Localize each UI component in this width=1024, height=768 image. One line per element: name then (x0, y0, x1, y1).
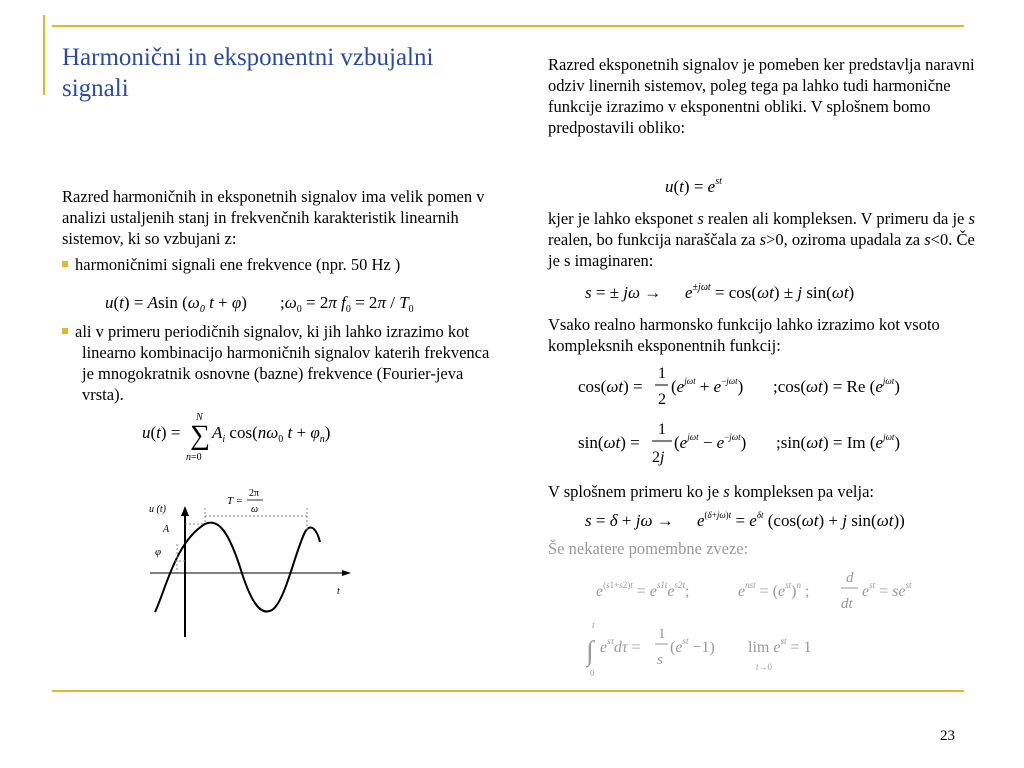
intro-paragraph: Razred harmoničnih in eksponetnih signalov ima velik pomen v analizi ustaljenih stanj in frekvenčnih karakteristik linearnih sistemov, ki so vzbujani z: (62, 187, 485, 248)
svg-text:2: 2 (658, 391, 666, 408)
left-rule (43, 15, 45, 95)
svg-text:N: N (196, 412, 203, 423)
svg-text:u(t) = est: $u(t) = e^{st}$ (665, 176, 722, 196)
slide-title: Harmonični in eksponentni vzbujalni signali (62, 44, 434, 102)
svg-text:enst = (est)n ;: $e^{nst} = (e^{st})^n$ ; (738, 580, 810, 600)
right-paragraph-2: kjer je lahko eksponet s realen ali kompleksen. V primeru da je s realen, bo funkcija naraščala za s>0, oziroma upadala za s<0. Če je s imaginaren: (548, 209, 975, 270)
svg-text:s = ± jω →: s = ± jω → (585, 283, 662, 302)
svg-text:s = δ + jω →: s = δ + jω → (585, 511, 674, 530)
svg-text:1: 1 (658, 421, 666, 438)
equation-relations-2-svg (586, 618, 846, 682)
svg-text:(est −1): $(e^{st} -1)$ (670, 636, 715, 656)
svg-text:∑: ∑ (190, 420, 210, 451)
svg-text:u(t) =: u(t) = (142, 423, 181, 442)
equation-exponential-svg (665, 172, 755, 200)
page-number: 23 (940, 728, 955, 744)
svg-text:n=0: n=0 (186, 452, 202, 463)
equation-sin (578, 418, 938, 477)
sine-wave-figure (145, 482, 355, 642)
svg-text:lim est = 1: $\lim e^{st} = 1$ (748, 636, 812, 656)
right-paragraph-3: Vsako realno harmonsko funkcijo lahko izrazimo kot vsoto kompleksnih eksponentnih funkcij: (548, 315, 940, 355)
svg-text:d: d (846, 570, 854, 586)
svg-text:dt: dt (841, 596, 853, 612)
equation-cos (578, 362, 938, 417)
svg-text:e(δ+jω)t = eδt (cos(ωt) + j si: $e^{(\delta+j\omega)t} = e^{\delta t}$ (cos(ωt) + j sin(ωt)) (697, 510, 905, 530)
svg-text:sin(ωt) =: sin(ωt) = (578, 433, 640, 452)
bottom-rule (52, 690, 964, 692)
svg-text:u(t) = Asin (ω0 t + φ): u(t) = Asin ($\omega_0$ t + φ) (105, 293, 247, 315)
x-axis-label: t (337, 586, 340, 597)
equation-relations-1 (596, 566, 936, 621)
left-column (62, 186, 492, 275)
top-rule (52, 25, 964, 27)
equation-cos-svg (578, 362, 938, 412)
svg-text:1: 1 (658, 365, 666, 382)
svg-text:∫: ∫ (586, 636, 594, 667)
equation-sin-svg (578, 418, 938, 472)
y-axis-label: u (t) (149, 504, 166, 515)
svg-text:e(s1+s2)t = es1tes2t;: $e^{(s1+s2)t} = e^{s1t}e^{s2t}$; (596, 580, 690, 600)
bullet-harmonic (62, 254, 492, 275)
svg-text:t→0: t→0 (756, 662, 773, 672)
svg-text:Ai cos(nω0 t + φn): $A_i$ $\cos(n\omega_0$ $t + \varphi_n$) (212, 423, 331, 445)
y-axis-arrow-icon (181, 506, 189, 516)
equation-imaginary-svg (585, 280, 885, 308)
svg-text:cos(ωt) =: cos(ωt) = (578, 377, 643, 396)
svg-text:t: t (592, 620, 595, 630)
sine-curve (155, 523, 320, 612)
svg-text:;cos(ωt) = Re (ejωt): ;cos(ωt) = Re $(e^{j\omega t})$ (773, 376, 900, 396)
svg-text:e±jωt = cos(ωt) ± j sin(ωt): $e^{\pm j\omega t} = \cos(\omega t) \pm j$ sin(ωt) (685, 282, 855, 302)
equation-exponential (665, 172, 755, 205)
svg-text:est = sest: $e^{st} = se^{st}$ (862, 580, 912, 600)
equation-harmonic (105, 290, 435, 325)
right-paragraph-4: V splošnem primeru ko je s kompleksen pa velja: (548, 482, 874, 501)
bullet-periodic-text: ali v primeru periodičnih signalov, ki jih lahko izrazimo kot linearno kombinacijo harmoničnih signalov katerih frekvenca je mnogokratnik osnovne (bazne) frekvence (Fourier-jeva vrsta). (75, 322, 490, 404)
right-paragraph-5: Še nekatere pomembne zveze: (548, 539, 749, 558)
bullet-periodic (62, 321, 502, 405)
svg-text:0: 0 (590, 668, 595, 678)
equation-fourier (140, 408, 380, 469)
equation-fourier-svg (140, 408, 380, 464)
svg-text:(ejωt − e−jωt): $(e^{j\omega t} - e^{-j\omega t})$ (674, 432, 747, 452)
svg-text:;sin(ωt) = Im (ejωt): ;sin(ωt) = Im $(e^{j\omega t})$ (776, 432, 901, 452)
equation-complex-svg (585, 508, 965, 536)
bullet-harmonic-text: harmoničnimi signali ene frekvence (npr. 50 Hz ) (75, 255, 401, 274)
svg-text:esτdτ =: $e^{s\tau}d\tau$ = (600, 636, 641, 656)
right-paragraph-1: Razred eksponetnih signalov je pomeben ker predstavlja naravni odziv linernih sistemov, poleg tega pa lahko tudi harmonične funkcije izrazimo v eksponentni obliki. V splošnem bomo predpostavili obliko: (548, 55, 975, 137)
phase-label: φ (155, 546, 162, 558)
bullet-square-icon (62, 328, 68, 334)
equation-imaginary (585, 280, 885, 313)
svg-text:1: 1 (658, 626, 666, 642)
period-numerator: 2π (249, 488, 260, 499)
bullet-square-icon (62, 261, 68, 267)
svg-text:;ω0 = 2π f0 = 2π / T0: $;\omega_0 = 2\pi$ $f_0 = 2\pi / T_0$ (280, 293, 414, 315)
period-denominator: ω (251, 504, 259, 515)
svg-text:2j: 2j (652, 449, 665, 466)
amplitude-label: A (163, 524, 170, 535)
x-axis-arrow-icon (342, 570, 351, 576)
equation-relations-1-svg (596, 566, 936, 616)
svg-text:(ejωt + e−jωt): $(e^{j\omega t} + e^{-j\omega t})$ (671, 376, 744, 396)
equation-complex (585, 508, 965, 541)
equation-relations-2 (586, 618, 846, 687)
period-label: T = (227, 495, 244, 507)
equation-harmonic-svg (105, 290, 435, 320)
svg-text:s: s (657, 652, 663, 668)
